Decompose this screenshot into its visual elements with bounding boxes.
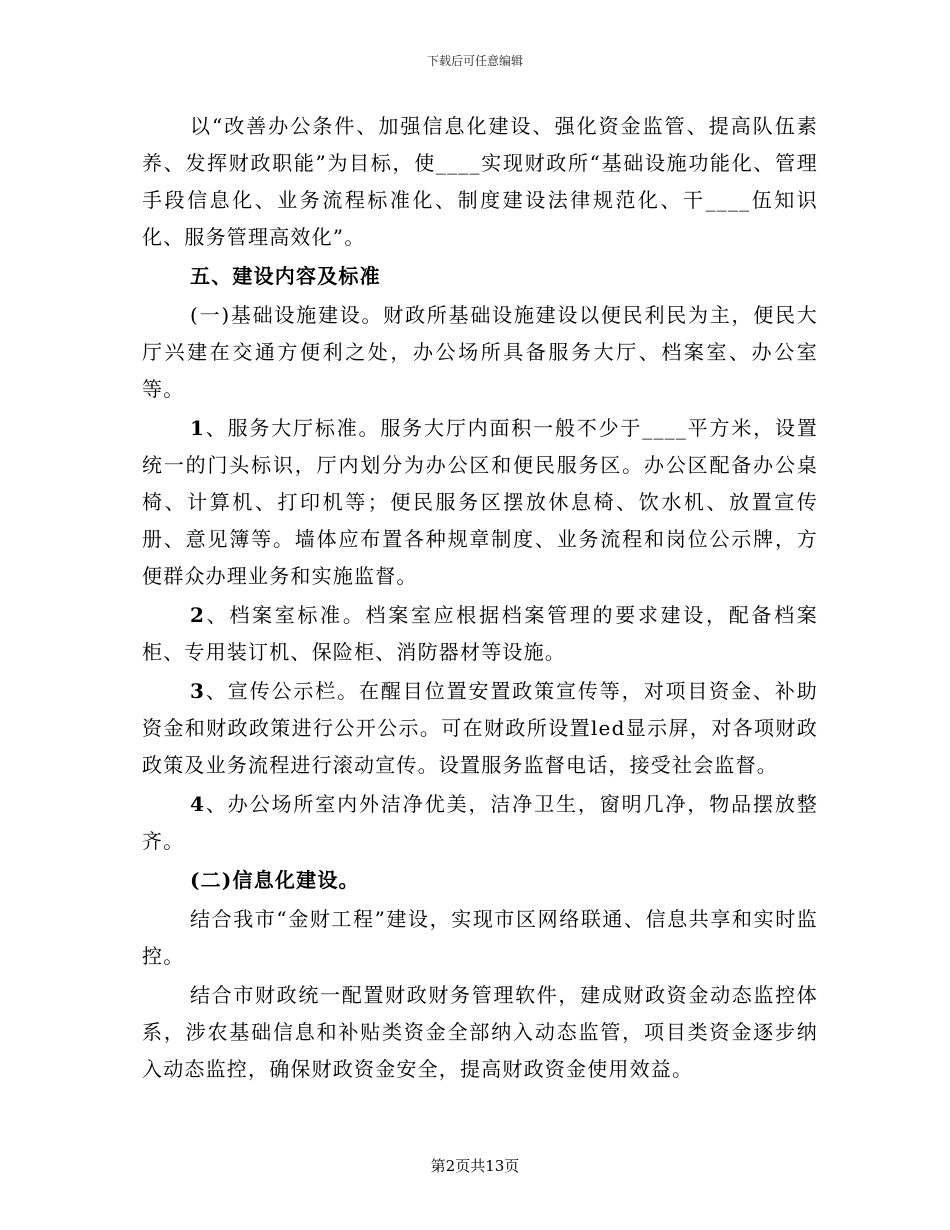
paragraph-goal: 以“改善办公条件、加强信息化建设、强化资金监管、提高队伍素养、发挥财政职能”为目标，使____实现财政所“基础设施功能化、管理手段信息化、业务流程标准化、制度建设法律规范化、干____伍知识化、服务管理高效化”。: [142, 114, 818, 249]
document-body: [142, 108, 818, 1090]
item-number: 4: [190, 792, 206, 816]
section-heading-5: 五、建设内容及标准: [190, 264, 381, 288]
page-header: 下载后可任意编辑: [426, 54, 523, 68]
item-number: 2: [190, 603, 206, 627]
paragraph-item-4: [142, 786, 818, 860]
paragraph-item-1: [142, 410, 818, 595]
page-footer: 第2页共13页: [430, 1157, 520, 1175]
paragraph-item-3: [142, 673, 818, 784]
item-text: 、办公场所室内外洁净优美，洁净卫生，窗明几净，物品摆放整齐。: [142, 792, 818, 853]
item-text: 、服务大厅标准。服务大厅内面积一般不少于____平方米，设置统一的门头标识，厅内划分为办公区和便民服务区。办公区配备办公桌椅、计算机、打印机等；便民服务区摆放休息椅、饮水机、放置宣传册、意见簿等。墙体应布置各种规章制度、业务流程和岗位公示牌，方便群众办理业务和实施监督。: [142, 416, 818, 588]
item-number: 1: [190, 416, 206, 440]
paragraph-item-2: [142, 597, 818, 671]
item-text: 、档案室标准。档案室应根据档案管理的要求建设，配备档案柜、专用装订机、保险柜、消防器材等设施。: [142, 603, 818, 664]
paragraph-monitoring: 结合市财政统一配置财政财务管理软件，建成财政资金动态监控体系，涉农基础信息和补贴类资金全部纳入动态监管，项目类资金逐步纳入动态监控，确保财政资金安全，提高财政资金使用效益。: [142, 983, 818, 1081]
item-text: 、宣传公示栏。在醒目位置安置政策宣传等，对项目资金、补助资金和财政政策进行公开公示。可在财政所设置led显示屏，对各项财政政策及业务流程进行滚动宣传。设置服务监督电话，接受社会监督。: [142, 679, 818, 777]
subsection-heading-2: (二)信息化建设。: [190, 868, 360, 892]
paragraph-infrastructure: (一)基础设施建设。财政所基础设施建设以便民利民为主，便民大厅兴建在交通方便利之处，办公场所具备服务大厅、档案室、办公室等。: [142, 303, 818, 401]
paragraph-golden-finance: 结合我市“金财工程”建设，实现市区网络联通、信息共享和实时监控。: [142, 907, 818, 968]
item-number: 3: [190, 679, 206, 703]
